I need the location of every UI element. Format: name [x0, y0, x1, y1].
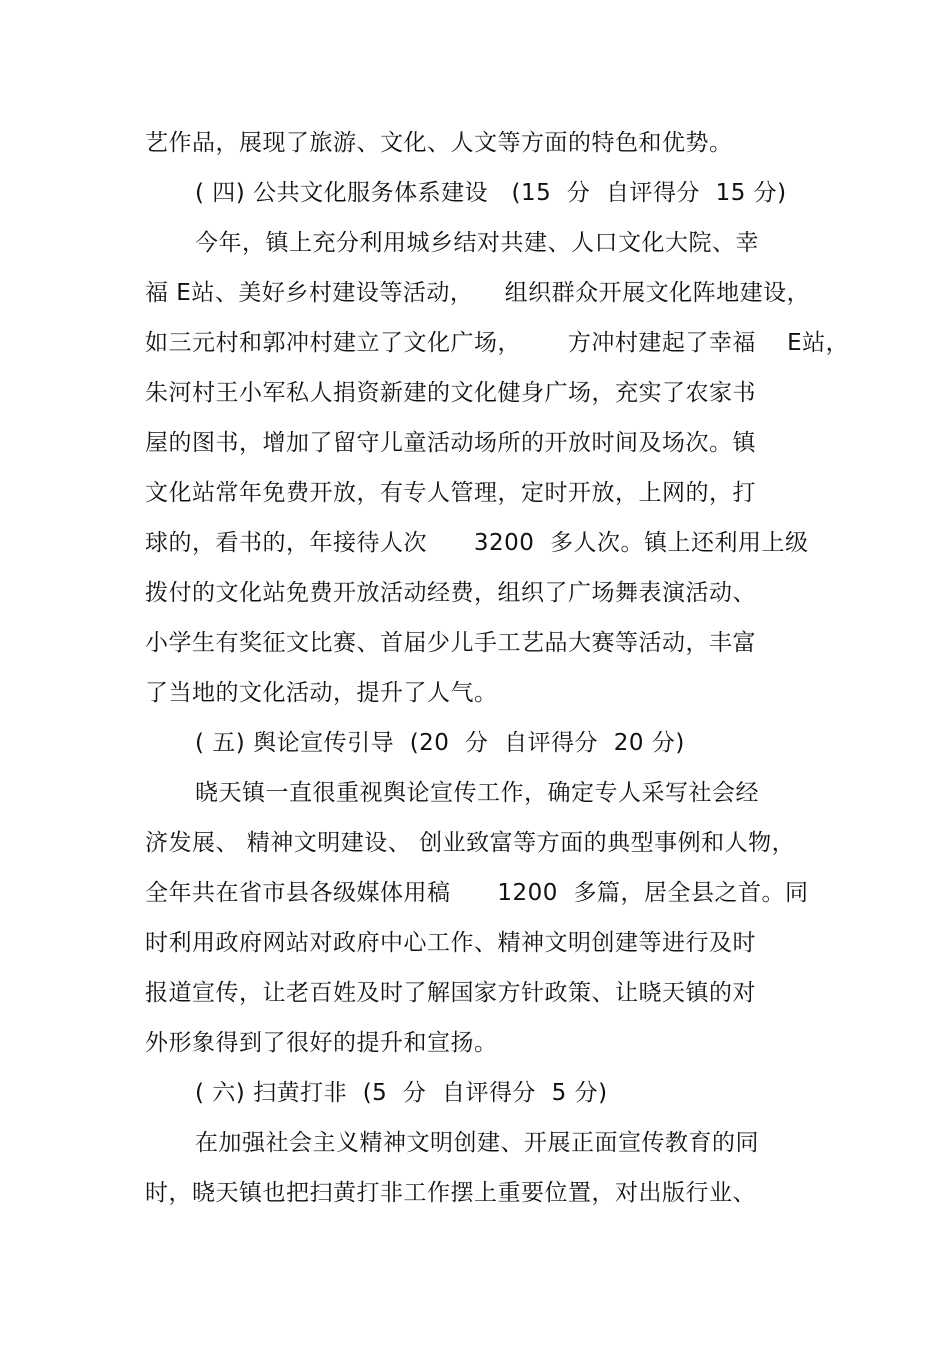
section-heading-anti-pornography: ( 六) 扫黄打非 (5 分 自评得分 5 分): [195, 1080, 608, 1106]
paragraph-line: 外形象得到了很好的提升和宣扬。: [145, 1030, 498, 1056]
paragraph-line: 今年，镇上充分利用城乡结对共建、人口文化大院、幸: [195, 230, 759, 256]
section-heading-public-culture: ( 四) 公共文化服务体系建设 (15 分 自评得分 15 分): [195, 180, 787, 206]
paragraph-line: 福 E站、美好乡村建设等活动， 组织群众开展文化阵地建设，: [145, 280, 811, 306]
section-heading-publicity: ( 五) 舆论宣传引导 (20 分 自评得分 20 分): [195, 730, 685, 756]
paragraph-line: 朱河村王小军私人捐资新建的文化健身广场，充实了农家书: [145, 380, 756, 406]
paragraph-line: 报道宣传，让老百姓及时了解国家方针政策、让晓天镇的对: [145, 980, 756, 1006]
paragraph-line: 文化站常年免费开放，有专人管理，定时开放，上网的，打: [145, 480, 756, 506]
paragraph-line: 如三元村和郭冲村建立了文化广场， 方冲村建起了幸福 E站，: [145, 330, 850, 356]
paragraph-line: 时利用政府网站对政府中心工作、精神文明创建等进行及时: [145, 930, 756, 956]
paragraph-line: 在加强社会主义精神文明创建、开展正面宣传教育的同: [195, 1130, 759, 1156]
paragraph-line: 艺作品，展现了旅游、文化、人文等方面的特色和优势。: [145, 130, 733, 156]
paragraph-line: 济发展、 精神文明建设、 创业致富等方面的典型事例和人物，: [145, 830, 796, 856]
paragraph-line: 全年共在省市县各级媒体用稿 1200 多篇，居全县之首。同: [145, 880, 809, 906]
paragraph-line: 了当地的文化活动，提升了人气。: [145, 680, 498, 706]
paragraph-line: 球的，看书的，年接待人次 3200 多人次。镇上还利用上级: [145, 530, 809, 556]
paragraph-line: 时，晓天镇也把扫黄打非工作摆上重要位置，对出版行业、: [145, 1180, 756, 1206]
paragraph-line: 晓天镇一直很重视舆论宣传工作，确定专人采写社会经: [195, 780, 759, 806]
paragraph-line: 屋的图书，增加了留守儿童活动场所的开放时间及场次。镇: [145, 430, 756, 456]
paragraph-line: 小学生有奖征文比赛、首届少儿手工艺品大赛等活动，丰富: [145, 630, 756, 656]
paragraph-line: 拨付的文化站免费开放活动经费，组织了广场舞表演活动、: [145, 580, 756, 606]
